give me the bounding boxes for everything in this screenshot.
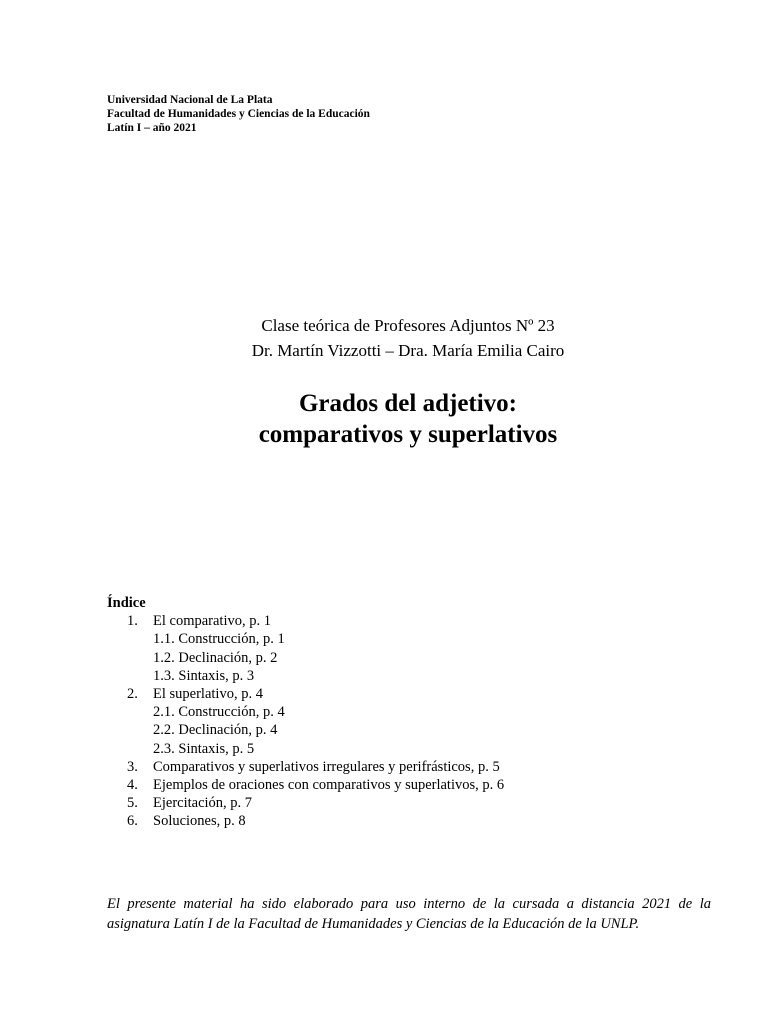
- toc-item-text: Ejercitación, p. 7: [153, 795, 253, 812]
- toc-item: [107, 812, 458, 830]
- table-of-contents: [107, 594, 505, 831]
- toc-item-text: Soluciones, p. 8: [153, 813, 246, 830]
- toc-subitem: 1.3. Sintaxis, p. 3: [153, 667, 255, 684]
- course-year: Latín I – año 2021: [107, 122, 197, 134]
- toc-item-number: 4.: [127, 777, 138, 794]
- class-info: [0, 313, 768, 363]
- toc-subitem: 2.2. Declinación, p. 4: [153, 722, 278, 739]
- toc-item: [107, 776, 505, 794]
- toc-item: [107, 685, 458, 703]
- toc-item-number: 1.: [127, 613, 138, 630]
- title-line-2: comparativos y superlativos: [258, 421, 558, 448]
- disclaimer-note: El presente material ha sido elaborado para uso interno de la cursada a distancia 2021 de la asignatura Latín I de la Facultad de Humanidades y Ciencias de la Educación de la UNLP.: [107, 896, 711, 932]
- toc-item-number: 2.: [127, 686, 138, 703]
- toc-subitem: 1.2. Declinación, p. 2: [153, 649, 278, 666]
- toc-item-text: Comparativos y superlativos irregulares y perifrásticos, p. 5: [153, 758, 500, 775]
- toc-item-number: 5.: [127, 795, 138, 812]
- toc-subitem: 2.3. Sintaxis, p. 5: [153, 740, 255, 757]
- toc-subitem: 1.1. Construcción, p. 1: [153, 631, 285, 648]
- title-line-1: Grados del adjetivo:: [298, 390, 518, 417]
- toc-item-text: El superlativo, p. 4: [153, 686, 263, 703]
- authors: Dr. Martín Vizzotti – Dra. María Emilia Cairo: [251, 341, 565, 360]
- toc-subitem: 2.1. Construcción, p. 4: [153, 704, 285, 721]
- university-name: Universidad Nacional de La Plata: [107, 94, 273, 106]
- toc-item: [107, 758, 500, 776]
- toc-item-text: Ejemplos de oraciones con comparativos y superlativos, p. 6: [153, 777, 505, 794]
- index-heading: Índice: [107, 595, 146, 611]
- toc-item-number: 3.: [127, 758, 138, 775]
- document-title: [0, 388, 768, 450]
- toc-item: [107, 612, 458, 630]
- toc-item-number: 6.: [127, 813, 138, 830]
- faculty-name: Facultad de Humanidades y Ciencias de la Educación: [107, 108, 370, 120]
- toc-item-text: El comparativo, p. 1: [153, 613, 271, 630]
- toc-item: [107, 794, 458, 812]
- class-number: Clase teórica de Profesores Adjuntos Nº 23: [261, 316, 555, 335]
- document-header: [107, 93, 370, 135]
